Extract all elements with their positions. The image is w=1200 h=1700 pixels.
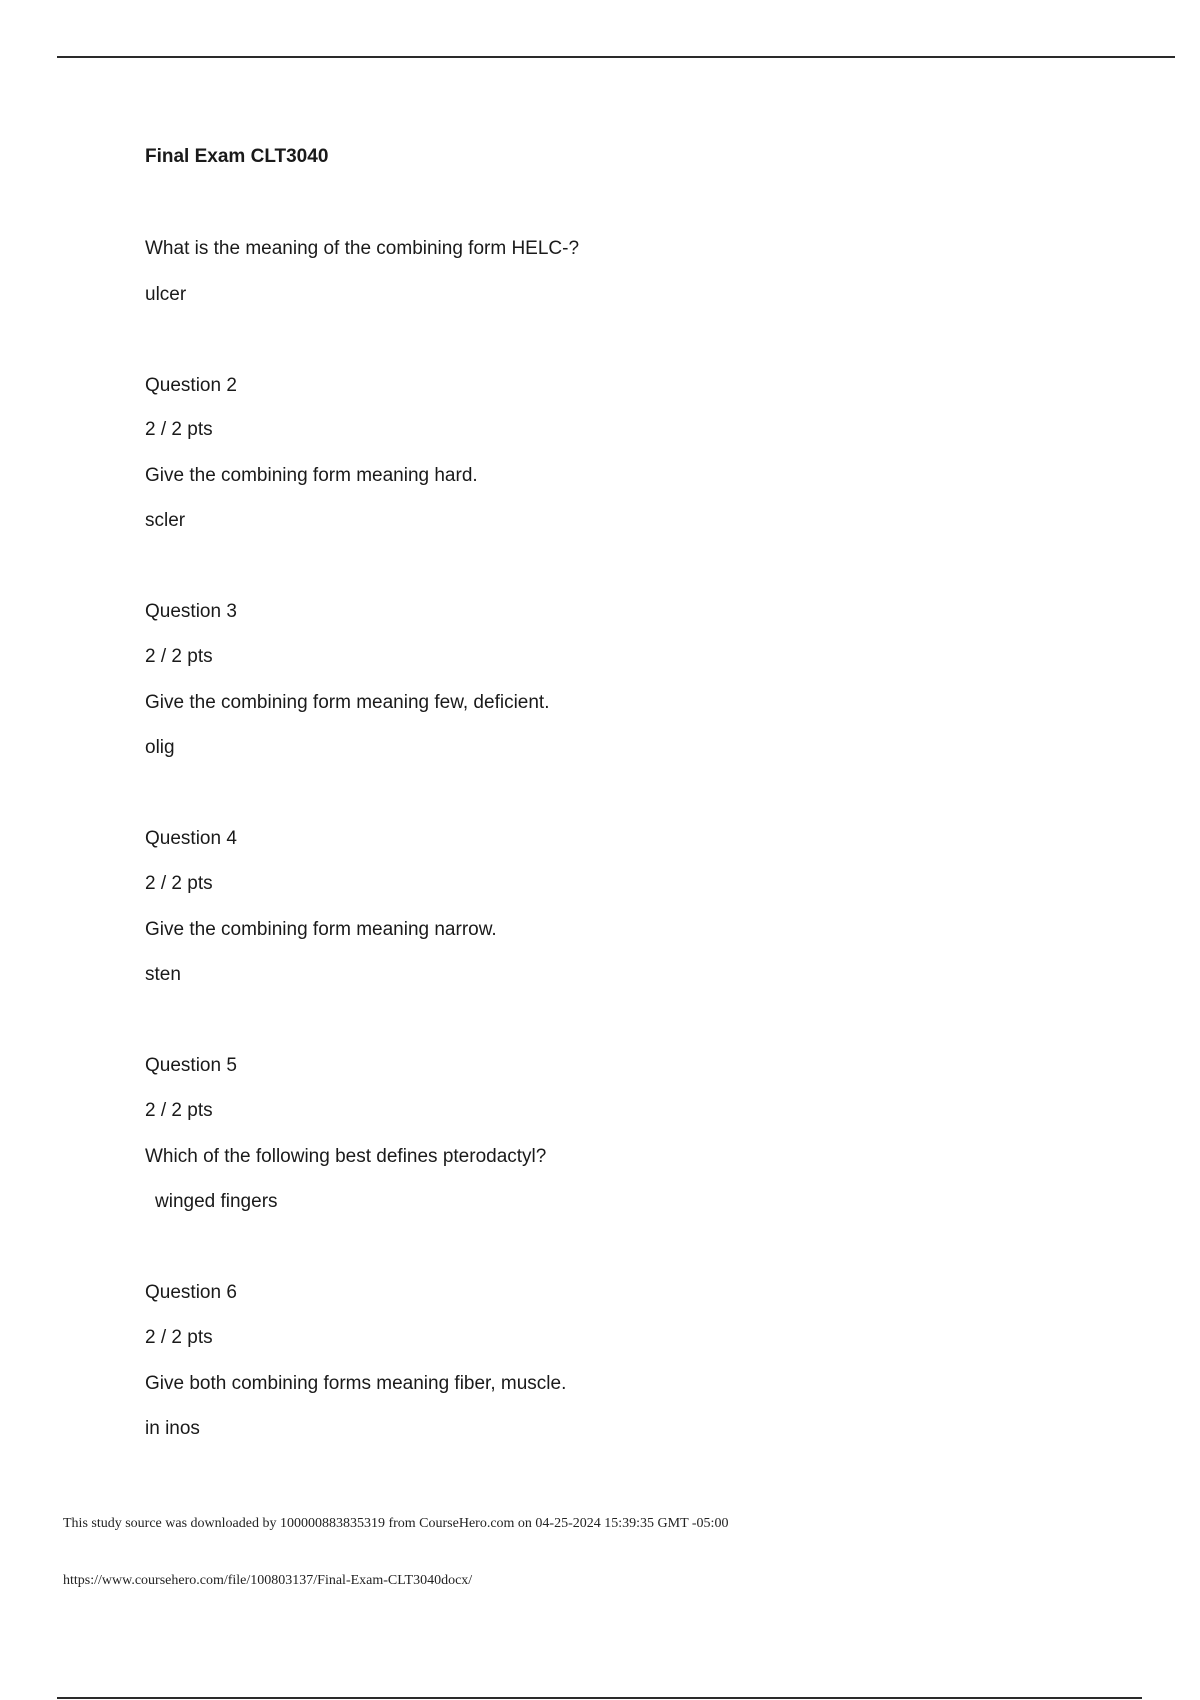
question-5-points: 2 / 2 pts — [145, 1100, 213, 1121]
question-2-prompt: Give the combining form meaning hard. — [145, 465, 478, 486]
question-4-answer: sten — [145, 964, 181, 985]
question-3-prompt: Give the combining form meaning few, deficient. — [145, 692, 550, 713]
question-5-answer: winged fingers — [155, 1191, 278, 1212]
question-5-label: Question 5 — [145, 1055, 237, 1076]
question-6-label: Question 6 — [145, 1282, 237, 1303]
question-3-answer: olig — [145, 737, 175, 758]
question-3-points: 2 / 2 pts — [145, 646, 213, 667]
question-3-label: Question 3 — [145, 601, 237, 622]
top-rule — [57, 56, 1175, 58]
question-2-label: Question 2 — [145, 375, 237, 396]
question-6-points: 2 / 2 pts — [145, 1327, 213, 1348]
source-url[interactable]: https://www.coursehero.com/file/100803137/Final-Exam-CLT3040docx/ — [63, 1573, 473, 1588]
question-2-answer: scler — [145, 510, 186, 531]
question-4-label: Question 4 — [145, 828, 237, 849]
question-6-prompt: Give both combining forms meaning fiber, muscle. — [145, 1373, 567, 1394]
bottom-rule — [57, 1697, 1142, 1699]
question-2-points: 2 / 2 pts — [145, 419, 213, 440]
question-5-prompt: Which of the following best defines pterodactyl? — [145, 1146, 547, 1167]
question-6-answer: in inos — [145, 1418, 200, 1439]
question-4-points: 2 / 2 pts — [145, 873, 213, 894]
document-title: Final Exam CLT3040 — [145, 146, 329, 167]
question-4-prompt: Give the combining form meaning narrow. — [145, 919, 497, 940]
question-1-answer: ulcer — [145, 284, 187, 305]
question-1-prompt: What is the meaning of the combining form HELC-? — [145, 238, 580, 259]
download-notice: This study source was downloaded by 100000883835319 from CourseHero.com on 04-25-2024 15:39:35 GMT -05:00 — [63, 1516, 729, 1531]
